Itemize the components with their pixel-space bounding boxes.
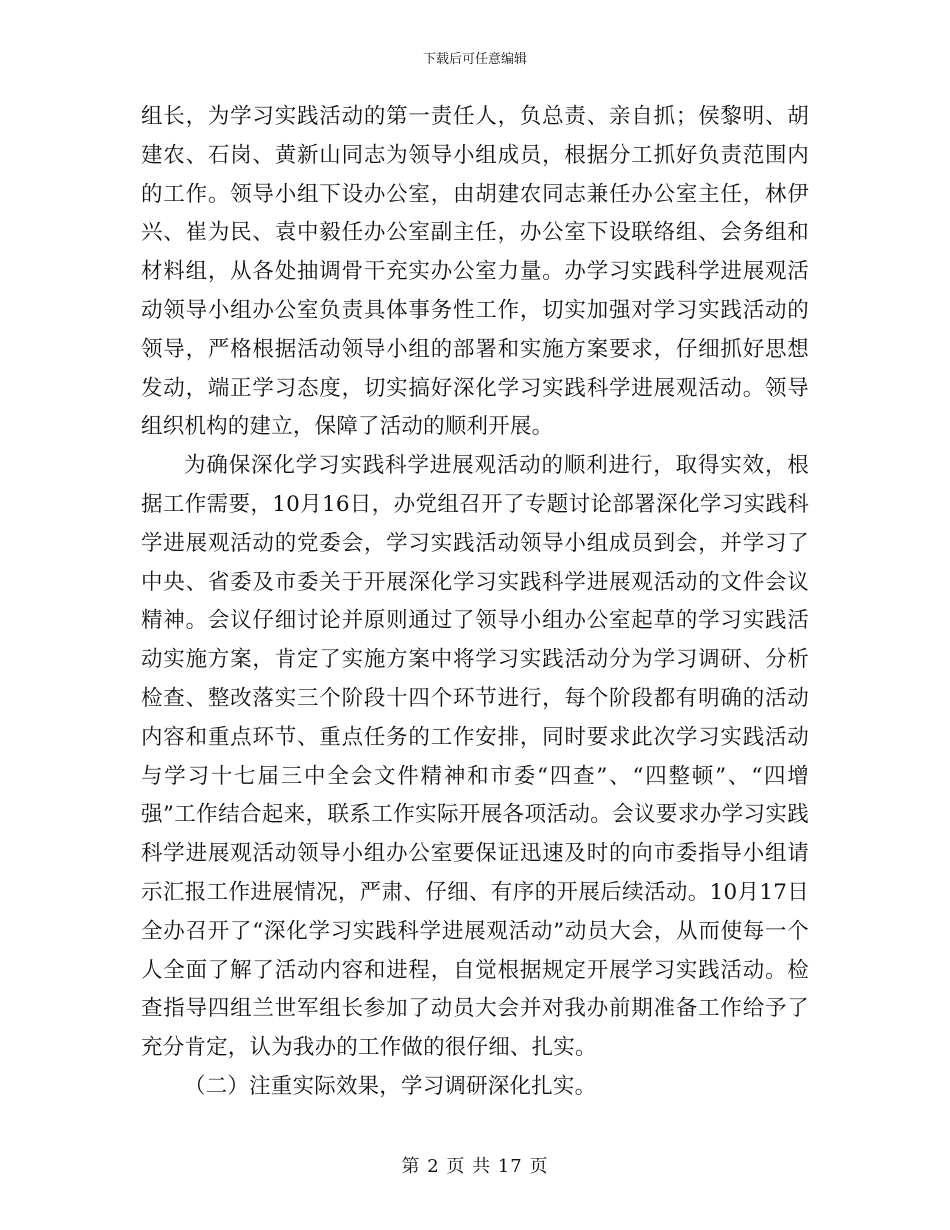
paragraph-leadership-group: 组长，为学习实践活动的第一责任人，负总责、亲自抓；侯黎明、胡建农、石岗、黄新山同志为领导小组成员，根据分工抓好负责范围内的工作。领导小组下设办公室，由胡建农同志兼任办公室主任，林伊兴、崔为民、袁中毅任办公室副主任，办公室下设联络组、会务组和材料组，从各处抽调骨干充实办公室力量。办学习实践科学进展观活动领导小组办公室负责具体事务性工作，切实加强对学习实践活动的领导，严格根据活动领导小组的部署和实施方案要求，仔细抓好思想发动，端正学习态度，切实搞好深化学习实践科学进展观活动。领导组织机构的建立，保障了活动的顺利开展。: [141, 104, 809, 440]
section-heading: （二）注重实际效果，学习调研深化扎实。: [184, 1073, 597, 1099]
document-body: [141, 98, 809, 1107]
paragraph-party-committee-meeting: 为确保深化学习实践科学进展观活动的顺利进行，取得实效，根据工作需要，10月16日，办党组召开了专题讨论部署深化学习实践科学进展观活动的党委会，学习实践活动领导小组成员到会，并学习了中央、省委及市委关于开展深化学习实践科学进展观活动的文件会议精神。会议仔细讨论并原则通过了领导小组办公室起草的学习实践活动实施方案，肯定了实施方案中将学习实践活动分为学习调研、分析检查、整改落实三个阶段十四个环节进行，每个阶段都有明确的活动内容和重点环节、重点任务的工作安排，同时要求此次学习实践活动与学习十七届三中全会文件精神和市委“四查”、“四整顿”、“四增强”工作结合起来，联系工作实际开展各项活动。会议要求办学习实践科学进展观活动领导小组办公室要保证迅速及时的向市委指导小组请示汇报工作进展情况，严肃、仔细、有序的开展后续活动。10月17日全办召开了“深化学习实践科学进展观活动”动员大会，从而使每一个人全面了解了活动内容和进程，自觉根据规定开展学习实践活动。检查指导四组兰世军组长参加了动员大会并对我办前期准备工作给予了充分肯定，认为我办的工作做的很仔细、扎实。: [141, 453, 809, 1061]
header-note: 下载后可任意编辑: [422, 52, 527, 67]
page-footer: 第 2 页 共 17 页: [401, 1156, 549, 1177]
